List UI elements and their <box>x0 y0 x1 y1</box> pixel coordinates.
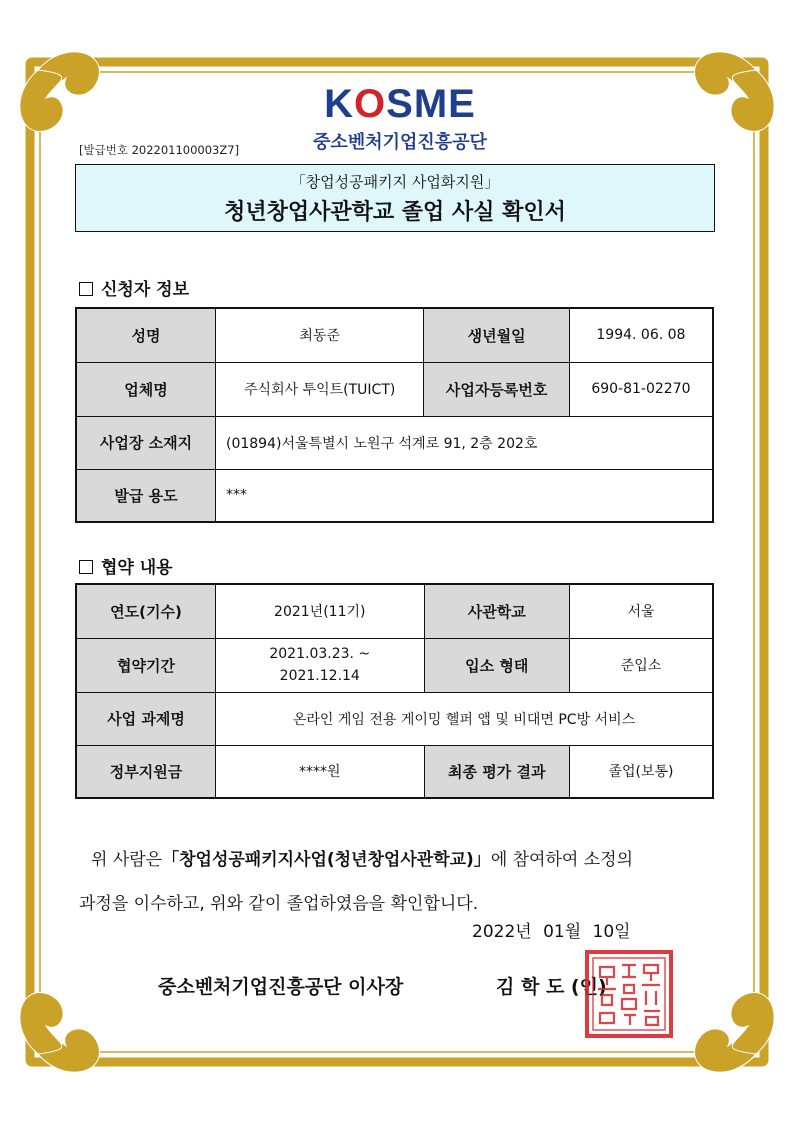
agreement-table <box>75 583 714 799</box>
birth-value: 1994. 06. 08 <box>569 308 713 362</box>
table-row <box>76 692 713 745</box>
period-start: 2021.03.23. ~ <box>269 646 371 662</box>
purpose-header: 발급 용도 <box>76 469 216 522</box>
year-header: 연도(기수) <box>76 584 216 638</box>
table-row <box>76 362 713 416</box>
section-agreement-heading: 협약 내용 <box>79 553 173 578</box>
entry-header: 입소 형태 <box>424 638 569 692</box>
company-header: 업체명 <box>76 362 216 416</box>
bizno-value: 690-81-02270 <box>569 362 713 416</box>
grant-header: 정부지원금 <box>76 745 216 798</box>
logo-org-name: 중소벤처기업진흥공단 <box>313 132 487 153</box>
year-value: 2021년(11기) <box>216 584 425 638</box>
name-header: 성명 <box>76 308 216 362</box>
statement-line-1: 위 사람은「창업성공패키지사업(청년창업사관학교)」에 참여하여 소정의 <box>91 850 633 870</box>
grant-value: ****원 <box>216 745 425 798</box>
title-box <box>75 164 715 232</box>
table-row <box>76 308 713 362</box>
address-header: 사업장 소재지 <box>76 416 216 469</box>
issue-number: [발급번호 202201100003Z7] <box>79 143 240 157</box>
page-title: 청년창업사관학교 졸업 사실 확인서 <box>224 200 566 225</box>
issue-date: 2022년 01월 10일 <box>472 922 631 942</box>
result-header: 최종 평가 결과 <box>424 745 569 798</box>
table-row <box>76 469 713 522</box>
birth-header: 생년월일 <box>424 308 569 362</box>
table-row <box>76 745 713 798</box>
confirmation-statement <box>79 838 719 926</box>
period-header: 협약기간 <box>76 638 216 692</box>
signature-line <box>158 972 607 999</box>
checkbox-icon <box>79 282 93 296</box>
name-value: 최동준 <box>216 308 424 362</box>
checkbox-icon <box>79 560 93 574</box>
applicant-table <box>75 307 714 523</box>
logo-wordmark: KOSME <box>324 82 476 126</box>
project-value: 온라인 게임 전용 게이밍 헬퍼 앱 및 비대면 PC방 서비스 <box>216 692 713 745</box>
bizno-header: 사업자등록번호 <box>424 362 569 416</box>
official-seal-stamp <box>584 949 674 1039</box>
school-header: 사관학교 <box>424 584 569 638</box>
signatory-name: 김 학 도 (인) <box>496 976 607 998</box>
period-value <box>216 638 425 692</box>
statement-line-2: 과정을 이수하고, 위와 같이 졸업하였음을 확인합니다. <box>79 894 479 914</box>
address-value: (01894)서울특별시 노원구 석계로 91, 2층 202호 <box>216 416 714 469</box>
table-row <box>76 416 713 469</box>
section-applicant-heading: 신청자 정보 <box>79 275 189 300</box>
school-value: 서울 <box>569 584 713 638</box>
title-subtitle: 「창업성공패키지 사업화지원」 <box>290 173 500 191</box>
table-row <box>76 638 713 692</box>
result-value: 졸업(보통) <box>569 745 713 798</box>
signatory-org: 중소벤처기업진흥공단 이사장 <box>158 976 404 998</box>
table-row <box>76 584 713 638</box>
entry-value: 준입소 <box>569 638 713 692</box>
company-value: 주식회사 투익트(TUICT) <box>216 362 424 416</box>
project-header: 사업 과제명 <box>76 692 216 745</box>
period-end: 2021.12.14 <box>279 668 360 684</box>
purpose-value: *** <box>216 469 714 522</box>
kosme-logo <box>300 84 500 154</box>
